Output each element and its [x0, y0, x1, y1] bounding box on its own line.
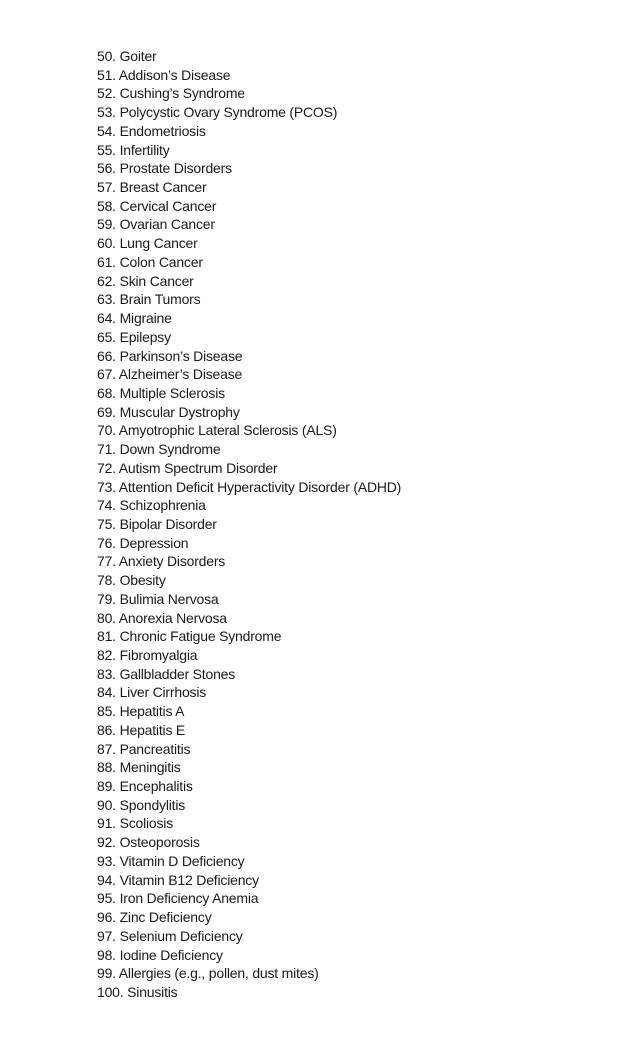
- list-item: [97, 777, 401, 796]
- list-item: [97, 796, 401, 815]
- list-item-text: Sinusitis: [127, 983, 178, 1000]
- list-item-number: 68.: [97, 384, 116, 401]
- list-item-number: 63.: [97, 291, 116, 308]
- list-item-number: 73.: [97, 478, 116, 495]
- list-item-text: Migraine: [119, 310, 172, 327]
- list-item-text: Anxiety Disorders: [118, 553, 226, 570]
- list-item-text: Epilepsy: [119, 328, 171, 345]
- list-item-text: Alzheimer’s Disease: [118, 366, 243, 383]
- list-item-number: 95.: [97, 890, 116, 907]
- list-item: [97, 515, 401, 534]
- list-item: [97, 66, 401, 85]
- list-item-text: Vitamin B12 Deficiency: [119, 871, 259, 888]
- list-item: [97, 141, 401, 160]
- list-item: [97, 908, 401, 927]
- list-item-number: 74.: [97, 497, 116, 514]
- list-item-number: 72.: [97, 459, 116, 476]
- list-item-number: 59.: [97, 216, 116, 233]
- list-item-number: 70.: [97, 422, 116, 439]
- list-item-text: Iron Deficiency Anemia: [119, 890, 259, 907]
- list-item-number: 99.: [97, 965, 116, 982]
- list-item-number: 94.: [97, 871, 116, 888]
- list-item: [97, 833, 401, 852]
- list-item: [97, 197, 401, 216]
- list-item-number: 79.: [97, 590, 116, 607]
- list-item-text: Prostate Disorders: [119, 160, 232, 177]
- list-item-number: 53.: [97, 104, 116, 121]
- list-item-text: Liver Cirrhosis: [119, 684, 207, 701]
- list-item: [97, 814, 401, 833]
- list-item: [97, 758, 401, 777]
- list-item: [97, 47, 401, 66]
- list-item: [97, 946, 401, 965]
- list-item-number: 60.: [97, 235, 116, 252]
- list-item: [97, 740, 401, 759]
- list-item: [97, 534, 401, 553]
- list-item-number: 56.: [97, 160, 116, 177]
- list-item-text: Iodine Deficiency: [119, 946, 223, 963]
- list-item-text: Endometriosis: [119, 122, 206, 139]
- list-item: [97, 478, 401, 497]
- list-item-text: Meningitis: [119, 759, 181, 776]
- list-item: [97, 496, 401, 515]
- list-item-number: 100.: [97, 983, 124, 1000]
- list-item-text: Selenium Deficiency: [119, 927, 243, 944]
- list-item-number: 86.: [97, 721, 116, 738]
- list-item-number: 82.: [97, 647, 116, 663]
- list-item-number: 66.: [97, 347, 116, 364]
- list-item: [97, 122, 401, 141]
- list-item: [97, 927, 401, 946]
- list-item: [97, 253, 401, 272]
- list-item: [97, 852, 401, 871]
- list-item: [97, 552, 401, 571]
- list-item-number: 52.: [97, 85, 116, 102]
- list-item-text: Ovarian Cancer: [119, 216, 215, 233]
- list-item-number: 69.: [97, 403, 116, 420]
- list-item-text: Bulimia Nervosa: [119, 590, 219, 607]
- list-item-text: Down Syndrome: [119, 441, 221, 458]
- list-item-text: Osteoporosis: [119, 834, 200, 851]
- list-item-number: 89.: [97, 778, 116, 795]
- list-item-number: 90.: [97, 796, 116, 813]
- list-item: [97, 365, 401, 384]
- list-item: [97, 403, 401, 422]
- list-item-text: Cushing’s Syndrome: [119, 85, 245, 102]
- list-item: [97, 702, 401, 721]
- list-item-text: Vitamin D Deficiency: [119, 852, 245, 869]
- list-item: [97, 347, 401, 366]
- list-item: [97, 215, 401, 234]
- list-item-number: 78.: [97, 572, 116, 589]
- list-item: [97, 983, 401, 1002]
- list-item-number: 92.: [97, 834, 116, 851]
- list-item-number: 98.: [97, 946, 116, 963]
- list-item: [97, 721, 401, 740]
- list-item-number: 51.: [97, 66, 116, 83]
- list-item: [97, 234, 401, 253]
- list-item-text: Multiple Sclerosis: [119, 384, 225, 401]
- list-item: [97, 571, 401, 590]
- list-item: [97, 159, 401, 178]
- list-item: [97, 964, 401, 983]
- list-item-text: Attention Deficit Hyperactivity Disorder (ADHD): [118, 478, 402, 495]
- list-item: [97, 328, 401, 347]
- list-item-number: 87.: [97, 740, 116, 757]
- list-item: [97, 178, 401, 197]
- list-item-number: 76.: [97, 534, 116, 551]
- list-item-text: Encephalitis: [119, 778, 193, 795]
- list-item-text: Allergies (e.g., pollen, dust mites): [118, 965, 319, 982]
- list-item-text: Amyotrophic Lateral Sclerosis (ALS): [118, 422, 337, 439]
- list-item: [97, 103, 401, 122]
- list-item-number: 57.: [97, 179, 116, 196]
- list-item-text: Breast Cancer: [119, 179, 207, 196]
- list-item-text: Fibromyalgia: [119, 647, 198, 663]
- list-item-number: 55.: [97, 141, 116, 158]
- list-item-number: 50.: [97, 48, 116, 64]
- list-item: [97, 590, 401, 609]
- list-item-text: Schizophrenia: [119, 497, 206, 514]
- list-item: [97, 459, 401, 478]
- list-item: [97, 421, 401, 440]
- list-item-number: 54.: [97, 122, 116, 139]
- list-item-text: Anorexia Nervosa: [118, 609, 227, 626]
- list-item: [97, 871, 401, 890]
- list-item-number: 62.: [97, 272, 116, 289]
- list-item-number: 93.: [97, 852, 116, 869]
- list-item-text: Spondylitis: [119, 796, 186, 813]
- list-item: [97, 609, 401, 628]
- list-item-text: Scoliosis: [119, 815, 174, 832]
- list-item-number: 97.: [97, 927, 116, 944]
- list-item-text: Muscular Dystrophy: [119, 403, 240, 420]
- list-item-text: Hepatitis E: [119, 721, 186, 738]
- list-item-number: 77.: [97, 553, 116, 570]
- list-item: [97, 290, 401, 309]
- list-item: [97, 84, 401, 103]
- list-item-text: Pancreatitis: [119, 740, 191, 757]
- list-item-text: Hepatitis A: [119, 703, 185, 720]
- list-item-text: Polycystic Ovary Syndrome (PCOS): [119, 104, 338, 121]
- list-item-number: 96.: [97, 909, 116, 926]
- list-item: [97, 683, 401, 702]
- list-item-text: Depression: [119, 534, 189, 551]
- list-item-text: Parkinson’s Disease: [119, 347, 243, 364]
- list-item: [97, 627, 401, 646]
- list-item-number: 67.: [97, 366, 116, 383]
- list-item: [97, 440, 401, 459]
- list-item-number: 84.: [97, 684, 116, 701]
- list-item-number: 75.: [97, 515, 116, 532]
- list-item-text: Obesity: [119, 572, 166, 589]
- list-item-text: Bipolar Disorder: [119, 515, 217, 532]
- list-item-number: 88.: [97, 759, 116, 776]
- list-item-number: 81.: [97, 628, 116, 645]
- list-item-text: Zinc Deficiency: [119, 909, 212, 926]
- list-item-number: 80.: [97, 609, 116, 626]
- list-item: [97, 665, 401, 684]
- list-item-text: Cervical Cancer: [119, 197, 217, 214]
- list-item-text: Autism Spectrum Disorder: [118, 459, 278, 476]
- list-item-text: Infertility: [119, 141, 170, 158]
- list-item-number: 91.: [97, 815, 116, 832]
- list-item-number: 65.: [97, 328, 116, 345]
- list-item-number: 71.: [97, 441, 116, 458]
- list-item-text: Colon Cancer: [119, 253, 203, 270]
- list-item-text: Chronic Fatigue Syndrome: [119, 628, 282, 645]
- list-item-text: Goiter: [119, 48, 157, 64]
- list-item-number: 83.: [97, 665, 116, 682]
- list-item-number: 58.: [97, 197, 116, 214]
- list-item-number: 85.: [97, 703, 116, 720]
- list-item-text: Skin Cancer: [119, 272, 194, 289]
- list-item-number: 61.: [97, 253, 116, 270]
- list-item-number: 64.: [97, 310, 116, 327]
- list-item: [97, 384, 401, 403]
- list-item: [97, 309, 401, 328]
- list-item-text: Brain Tumors: [119, 291, 201, 308]
- list-item-text: Lung Cancer: [119, 235, 198, 252]
- numbered-list: [97, 47, 401, 1002]
- list-item: [97, 646, 401, 665]
- list-item: [97, 889, 401, 908]
- list-item: [97, 272, 401, 291]
- list-item-text: Addison’s Disease: [118, 66, 231, 83]
- list-item-text: Gallbladder Stones: [119, 665, 236, 682]
